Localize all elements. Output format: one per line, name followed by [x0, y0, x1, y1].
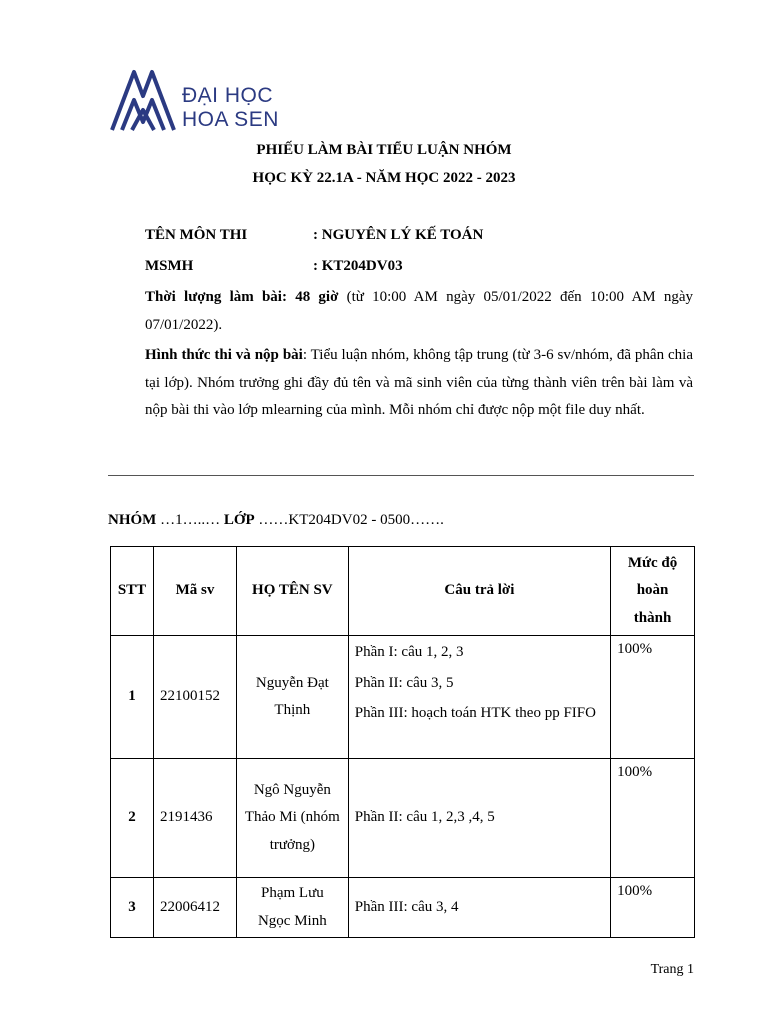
duration-label: Thời lượng làm bài: 48 giờ [145, 289, 339, 305]
class-value: ……KT204DV02 - 0500……. [254, 512, 444, 528]
table-header-row [111, 547, 695, 636]
row-stt: 2 [111, 759, 154, 878]
group-line [108, 512, 444, 529]
row-student-name: Phạm Lưu Ngọc Minh [236, 878, 348, 938]
duration-paragraph [145, 284, 693, 339]
answer-item: Phần I: câu 1, 2, 3 [354, 644, 464, 660]
row-student-id: 2191436 [153, 759, 236, 878]
header-stt: STT [111, 547, 154, 636]
class-label: LỚP [223, 512, 255, 528]
group-value: …1…..… [156, 512, 224, 528]
group-label: NHÓM [108, 512, 157, 528]
course-code-label: MSMH [145, 258, 194, 274]
semester-title: HỌC KỲ 22.1A - NĂM HỌC 2022 - 2023 [252, 170, 516, 186]
answer-item: Phần II: câu 1, 2,3 ,4, 5 [354, 809, 495, 826]
members-table [110, 546, 695, 938]
divider [108, 475, 694, 476]
header-answers: Câu trả lời [348, 547, 610, 636]
answer-item: Phần III: hoạch toán HTK theo pp FIFO [354, 705, 596, 721]
row-student-id: 22100152 [153, 636, 236, 759]
table-row [111, 636, 695, 759]
subject-label: TÊN MÔN THI [145, 227, 248, 243]
exam-form-text: : Tiểu luận nhóm, không tập trung (từ 3-6 sv/nhóm, đã phân chia tại lớp). Nhóm trưởng ghi đầy đủ tên và mã sinh viên của từng thành viên trên bài làm và nộp bài thi vào lớp mlearning của mình. Mỗi nhóm chỉ được nộp một file duy nhất. [145, 347, 693, 418]
logo-line-1: ĐẠI HỌC [182, 84, 274, 107]
logo-mark-icon [108, 66, 178, 134]
subject-value: : NGUYÊN LÝ KẾ TOÁN [313, 227, 484, 243]
row-student-name: Ngô Nguyễn Thảo Mi (nhóm trưởng) [236, 759, 348, 878]
row-answers [348, 636, 610, 759]
answer-item: Phần III: câu 3, 4 [354, 898, 459, 915]
row-student-name: Nguyễn Đạt Thịnh [236, 636, 348, 759]
row-stt: 3 [111, 878, 154, 938]
university-logo [108, 66, 298, 136]
header-student-id: Mã sv [153, 547, 236, 636]
row-stt: 1 [111, 636, 154, 759]
document-title: PHIẾU LÀM BÀI TIỂU LUẬN NHÓM [256, 142, 512, 158]
table-row [111, 878, 695, 938]
logo-line-2: HOA SEN [182, 108, 279, 131]
page-number: Trang 1 [650, 962, 694, 977]
row-answers [348, 878, 610, 938]
exam-form-label: Hình thức thi và nộp bài [145, 347, 303, 363]
row-completion: 100% [611, 759, 695, 878]
course-code-value: : KT204DV03 [313, 258, 403, 274]
exam-form-paragraph [145, 342, 693, 425]
row-completion: 100% [611, 636, 695, 759]
answer-item: Phần II: câu 3, 5 [354, 674, 454, 691]
duration-text: (từ 10:00 AM ngày 05/01/2022 đến 10:00 AM ngày 07/01/2022). [145, 289, 693, 333]
header-student-name: HỌ TÊN SV [236, 547, 348, 636]
table-row [111, 759, 695, 878]
header-completion: Mức độ hoàn thành [611, 547, 695, 636]
row-answers [348, 759, 610, 878]
row-student-id: 22006412 [153, 878, 236, 938]
row-completion: 100% [611, 878, 695, 938]
